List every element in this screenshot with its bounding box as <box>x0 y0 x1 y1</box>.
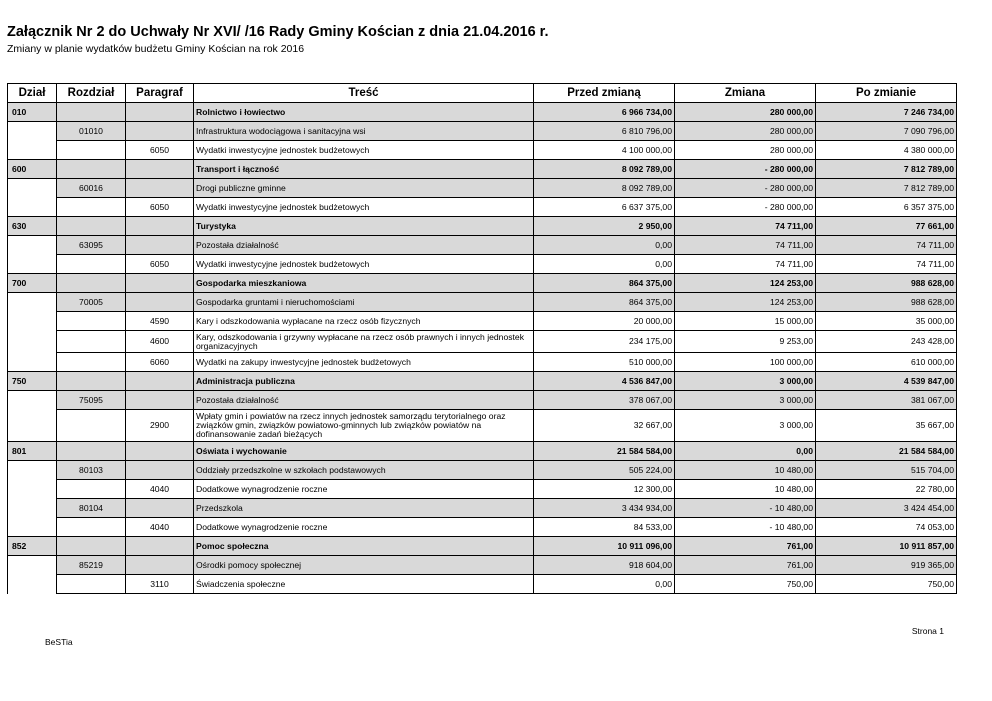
cell-po-zmianie: 74 711,00 <box>816 255 957 274</box>
cell-po-zmianie: 22 780,00 <box>816 480 957 499</box>
cell-paragraf: 2900 <box>126 410 194 442</box>
cell-tresc: Pozostała działalność <box>194 391 534 410</box>
cell-przed-zmiana: 6 810 796,00 <box>534 122 675 141</box>
cell-zmiana: - 280 000,00 <box>675 198 816 217</box>
table-row <box>8 255 957 274</box>
cell-po-zmianie: 10 911 857,00 <box>816 537 957 556</box>
cell-po-zmianie: 4 539 847,00 <box>816 372 957 391</box>
page-subtitle: Zmiany w planie wydatków budżetu Gminy Kościan na rok 2016 <box>7 43 305 55</box>
cell-zmiana: 280 000,00 <box>675 141 816 160</box>
cell-po-zmianie: 7 812 789,00 <box>816 160 957 179</box>
cell-rozdzial <box>57 537 126 556</box>
cell-paragraf <box>126 391 194 410</box>
cell-po-zmianie: 7 090 796,00 <box>816 122 957 141</box>
cell-po-zmianie: 750,00 <box>816 575 957 594</box>
cell-po-zmianie: 3 424 454,00 <box>816 499 957 518</box>
cell-po-zmianie: 35 667,00 <box>816 410 957 442</box>
cell-przed-zmiana: 84 533,00 <box>534 518 675 537</box>
cell-paragraf <box>126 537 194 556</box>
cell-po-zmianie: 919 365,00 <box>816 556 957 575</box>
page-number: Strona 1 <box>911 626 944 636</box>
cell-tresc: Kary, odszkodowania i grzywny wypłacane na rzecz osób prawnych i innych jednostek organizacyjnych <box>194 331 534 353</box>
cell-dzial <box>8 353 57 372</box>
table-row <box>8 141 957 160</box>
cell-dzial <box>8 122 57 141</box>
cell-po-zmianie: 243 428,00 <box>816 331 957 353</box>
cell-paragraf: 6060 <box>126 353 194 372</box>
cell-dzial <box>8 236 57 255</box>
cell-zmiana: 0,00 <box>675 442 816 461</box>
cell-rozdzial <box>57 480 126 499</box>
cell-przed-zmiana: 0,00 <box>534 255 675 274</box>
cell-zmiana: 10 480,00 <box>675 480 816 499</box>
cell-przed-zmiana: 12 300,00 <box>534 480 675 499</box>
cell-tresc: Dodatkowe wynagrodzenie roczne <box>194 518 534 537</box>
cell-rozdzial <box>57 141 126 160</box>
cell-po-zmianie: 988 628,00 <box>816 274 957 293</box>
cell-rozdzial <box>57 198 126 217</box>
cell-paragraf <box>126 293 194 312</box>
column-header-zmiana: Zmiana <box>675 84 816 103</box>
cell-przed-zmiana: 864 375,00 <box>534 293 675 312</box>
cell-zmiana: 280 000,00 <box>675 103 816 122</box>
cell-rozdzial <box>57 575 126 594</box>
cell-tresc: Wydatki inwestycyjne jednostek budżetowych <box>194 141 534 160</box>
cell-paragraf <box>126 236 194 255</box>
cell-przed-zmiana: 32 667,00 <box>534 410 675 442</box>
cell-rozdzial <box>57 274 126 293</box>
table-row <box>8 372 957 391</box>
cell-po-zmianie: 77 661,00 <box>816 217 957 236</box>
table-row <box>8 274 957 293</box>
cell-rozdzial: 01010 <box>57 122 126 141</box>
cell-zmiana: - 10 480,00 <box>675 499 816 518</box>
cell-dzial <box>8 255 57 274</box>
cell-dzial <box>8 518 57 537</box>
cell-dzial <box>8 179 57 198</box>
table-row <box>8 575 957 594</box>
cell-przed-zmiana: 918 604,00 <box>534 556 675 575</box>
cell-dzial <box>8 141 57 160</box>
cell-paragraf: 6050 <box>126 198 194 217</box>
cell-paragraf: 4590 <box>126 312 194 331</box>
table-row <box>8 198 957 217</box>
cell-przed-zmiana: 505 224,00 <box>534 461 675 480</box>
cell-po-zmianie: 381 067,00 <box>816 391 957 410</box>
cell-rozdzial <box>57 103 126 122</box>
cell-dzial <box>8 461 57 480</box>
cell-przed-zmiana: 0,00 <box>534 236 675 255</box>
column-header-przed-zmiana: Przed zmianą <box>534 84 675 103</box>
cell-rozdzial: 80103 <box>57 461 126 480</box>
cell-dzial <box>8 198 57 217</box>
table-row <box>8 518 957 537</box>
cell-tresc: Pozostała działalność <box>194 236 534 255</box>
cell-po-zmianie: 6 357 375,00 <box>816 198 957 217</box>
column-header-tresc: Treść <box>194 84 534 103</box>
table-row <box>8 293 957 312</box>
cell-przed-zmiana: 0,00 <box>534 575 675 594</box>
table-row <box>8 442 957 461</box>
cell-tresc: Ośrodki pomocy społecznej <box>194 556 534 575</box>
cell-przed-zmiana: 8 092 789,00 <box>534 179 675 198</box>
cell-paragraf: 6050 <box>126 141 194 160</box>
cell-paragraf <box>126 274 194 293</box>
table-row <box>8 410 957 442</box>
cell-po-zmianie: 74 711,00 <box>816 236 957 255</box>
table-row <box>8 391 957 410</box>
cell-paragraf <box>126 122 194 141</box>
table-row <box>8 499 957 518</box>
cell-zmiana: 3 000,00 <box>675 391 816 410</box>
cell-zmiana: 74 711,00 <box>675 217 816 236</box>
cell-rozdzial <box>57 372 126 391</box>
cell-po-zmianie: 35 000,00 <box>816 312 957 331</box>
cell-po-zmianie: 74 053,00 <box>816 518 957 537</box>
cell-paragraf <box>126 556 194 575</box>
cell-rozdzial: 60016 <box>57 179 126 198</box>
cell-tresc: Transport i łączność <box>194 160 534 179</box>
cell-dzial: 750 <box>8 372 57 391</box>
cell-dzial <box>8 293 57 312</box>
cell-zmiana: 750,00 <box>675 575 816 594</box>
cell-rozdzial: 85219 <box>57 556 126 575</box>
cell-zmiana: 9 253,00 <box>675 331 816 353</box>
cell-dzial <box>8 499 57 518</box>
column-header-rozdzial: Rozdział <box>57 84 126 103</box>
table-row <box>8 353 957 372</box>
cell-po-zmianie: 988 628,00 <box>816 293 957 312</box>
cell-zmiana: 100 000,00 <box>675 353 816 372</box>
table-row <box>8 179 957 198</box>
cell-tresc: Drogi publiczne gminne <box>194 179 534 198</box>
cell-tresc: Dodatkowe wynagrodzenie roczne <box>194 480 534 499</box>
cell-paragraf <box>126 103 194 122</box>
cell-tresc: Infrastruktura wodociągowa i sanitacyjna wsi <box>194 122 534 141</box>
table-row <box>8 103 957 122</box>
table-row <box>8 331 957 353</box>
table-row <box>8 160 957 179</box>
cell-zmiana: 3 000,00 <box>675 372 816 391</box>
cell-przed-zmiana: 864 375,00 <box>534 274 675 293</box>
cell-paragraf <box>126 160 194 179</box>
cell-tresc: Wydatki inwestycyjne jednostek budżetowych <box>194 198 534 217</box>
cell-tresc: Wydatki na zakupy inwestycyjne jednostek budżetowych <box>194 353 534 372</box>
cell-zmiana: - 280 000,00 <box>675 179 816 198</box>
cell-zmiana: 124 253,00 <box>675 274 816 293</box>
cell-przed-zmiana: 3 434 934,00 <box>534 499 675 518</box>
cell-zmiana: - 10 480,00 <box>675 518 816 537</box>
cell-paragraf <box>126 217 194 236</box>
page-title: Załącznik Nr 2 do Uchwały Nr XVI/ /16 Rady Gminy Kościan z dnia 21.04.2016 r. <box>7 24 549 40</box>
table-row <box>8 312 957 331</box>
cell-po-zmianie: 610 000,00 <box>816 353 957 372</box>
cell-dzial <box>8 410 57 442</box>
cell-tresc: Kary i odszkodowania wypłacane na rzecz osób fizycznych <box>194 312 534 331</box>
cell-zmiana: - 280 000,00 <box>675 160 816 179</box>
cell-rozdzial <box>57 160 126 179</box>
cell-zmiana: 74 711,00 <box>675 236 816 255</box>
table-row <box>8 217 957 236</box>
cell-przed-zmiana: 6 637 375,00 <box>534 198 675 217</box>
cell-przed-zmiana: 20 000,00 <box>534 312 675 331</box>
cell-zmiana: 3 000,00 <box>675 410 816 442</box>
cell-rozdzial <box>57 331 126 353</box>
cell-paragraf: 4040 <box>126 480 194 499</box>
cell-dzial <box>8 575 57 594</box>
cell-zmiana: 124 253,00 <box>675 293 816 312</box>
cell-rozdzial: 70005 <box>57 293 126 312</box>
cell-paragraf: 4040 <box>126 518 194 537</box>
column-header-po-zmianie: Po zmianie <box>816 84 957 103</box>
cell-po-zmianie: 515 704,00 <box>816 461 957 480</box>
cell-dzial: 630 <box>8 217 57 236</box>
cell-tresc: Pomoc społeczna <box>194 537 534 556</box>
cell-zmiana: 761,00 <box>675 537 816 556</box>
cell-tresc: Gospodarka gruntami i nieruchomościami <box>194 293 534 312</box>
cell-paragraf: 4600 <box>126 331 194 353</box>
cell-tresc: Przedszkola <box>194 499 534 518</box>
cell-tresc: Świadczenia społeczne <box>194 575 534 594</box>
table-body <box>8 103 957 594</box>
cell-tresc: Gospodarka mieszkaniowa <box>194 274 534 293</box>
cell-rozdzial <box>57 217 126 236</box>
cell-rozdzial: 63095 <box>57 236 126 255</box>
cell-dzial <box>8 391 57 410</box>
cell-paragraf: 3110 <box>126 575 194 594</box>
cell-rozdzial <box>57 410 126 442</box>
cell-zmiana: 761,00 <box>675 556 816 575</box>
cell-tresc: Oświata i wychowanie <box>194 442 534 461</box>
cell-zmiana: 10 480,00 <box>675 461 816 480</box>
cell-dzial <box>8 556 57 575</box>
cell-przed-zmiana: 10 911 096,00 <box>534 537 675 556</box>
cell-paragraf: 6050 <box>126 255 194 274</box>
table-header-row <box>8 84 957 103</box>
cell-przed-zmiana: 234 175,00 <box>534 331 675 353</box>
cell-tresc: Wydatki inwestycyjne jednostek budżetowych <box>194 255 534 274</box>
cell-zmiana: 15 000,00 <box>675 312 816 331</box>
cell-po-zmianie: 21 584 584,00 <box>816 442 957 461</box>
cell-tresc: Rolnictwo i łowiectwo <box>194 103 534 122</box>
cell-dzial: 700 <box>8 274 57 293</box>
column-header-dzial: Dział <box>8 84 57 103</box>
cell-dzial <box>8 312 57 331</box>
cell-rozdzial <box>57 312 126 331</box>
cell-rozdzial <box>57 442 126 461</box>
cell-paragraf <box>126 499 194 518</box>
cell-po-zmianie: 4 380 000,00 <box>816 141 957 160</box>
cell-dzial: 010 <box>8 103 57 122</box>
cell-rozdzial: 80104 <box>57 499 126 518</box>
cell-dzial <box>8 480 57 499</box>
table-row <box>8 236 957 255</box>
cell-rozdzial <box>57 518 126 537</box>
cell-po-zmianie: 7 246 734,00 <box>816 103 957 122</box>
table-row <box>8 537 957 556</box>
table-row <box>8 122 957 141</box>
cell-przed-zmiana: 8 092 789,00 <box>534 160 675 179</box>
cell-paragraf <box>126 461 194 480</box>
cell-przed-zmiana: 2 950,00 <box>534 217 675 236</box>
table-row <box>8 556 957 575</box>
cell-rozdzial <box>57 353 126 372</box>
cell-zmiana: 280 000,00 <box>675 122 816 141</box>
cell-tresc: Administracja publiczna <box>194 372 534 391</box>
cell-tresc: Wpłaty gmin i powiatów na rzecz innych jednostek samorządu terytorialnego oraz związków gmin, związków powiatowo-gminnych lub związków powiatów na dofinansowanie zadań bieżących <box>194 410 534 442</box>
cell-przed-zmiana: 6 966 734,00 <box>534 103 675 122</box>
cell-paragraf <box>126 442 194 461</box>
cell-tresc: Oddziały przedszkolne w szkołach podstawowych <box>194 461 534 480</box>
cell-przed-zmiana: 510 000,00 <box>534 353 675 372</box>
column-header-paragraf: Paragraf <box>126 84 194 103</box>
table-row <box>8 480 957 499</box>
cell-rozdzial <box>57 255 126 274</box>
cell-po-zmianie: 7 812 789,00 <box>816 179 957 198</box>
cell-przed-zmiana: 378 067,00 <box>534 391 675 410</box>
cell-zmiana: 74 711,00 <box>675 255 816 274</box>
cell-przed-zmiana: 4 536 847,00 <box>534 372 675 391</box>
cell-przed-zmiana: 21 584 584,00 <box>534 442 675 461</box>
cell-przed-zmiana: 4 100 000,00 <box>534 141 675 160</box>
cell-paragraf <box>126 179 194 198</box>
cell-dzial <box>8 331 57 353</box>
cell-tresc: Turystyka <box>194 217 534 236</box>
cell-dzial: 801 <box>8 442 57 461</box>
cell-dzial: 852 <box>8 537 57 556</box>
cell-dzial: 600 <box>8 160 57 179</box>
table-row <box>8 461 957 480</box>
budget-table <box>7 83 957 594</box>
footer-software-label: BeSTia <box>45 637 73 647</box>
cell-paragraf <box>126 372 194 391</box>
cell-rozdzial: 75095 <box>57 391 126 410</box>
